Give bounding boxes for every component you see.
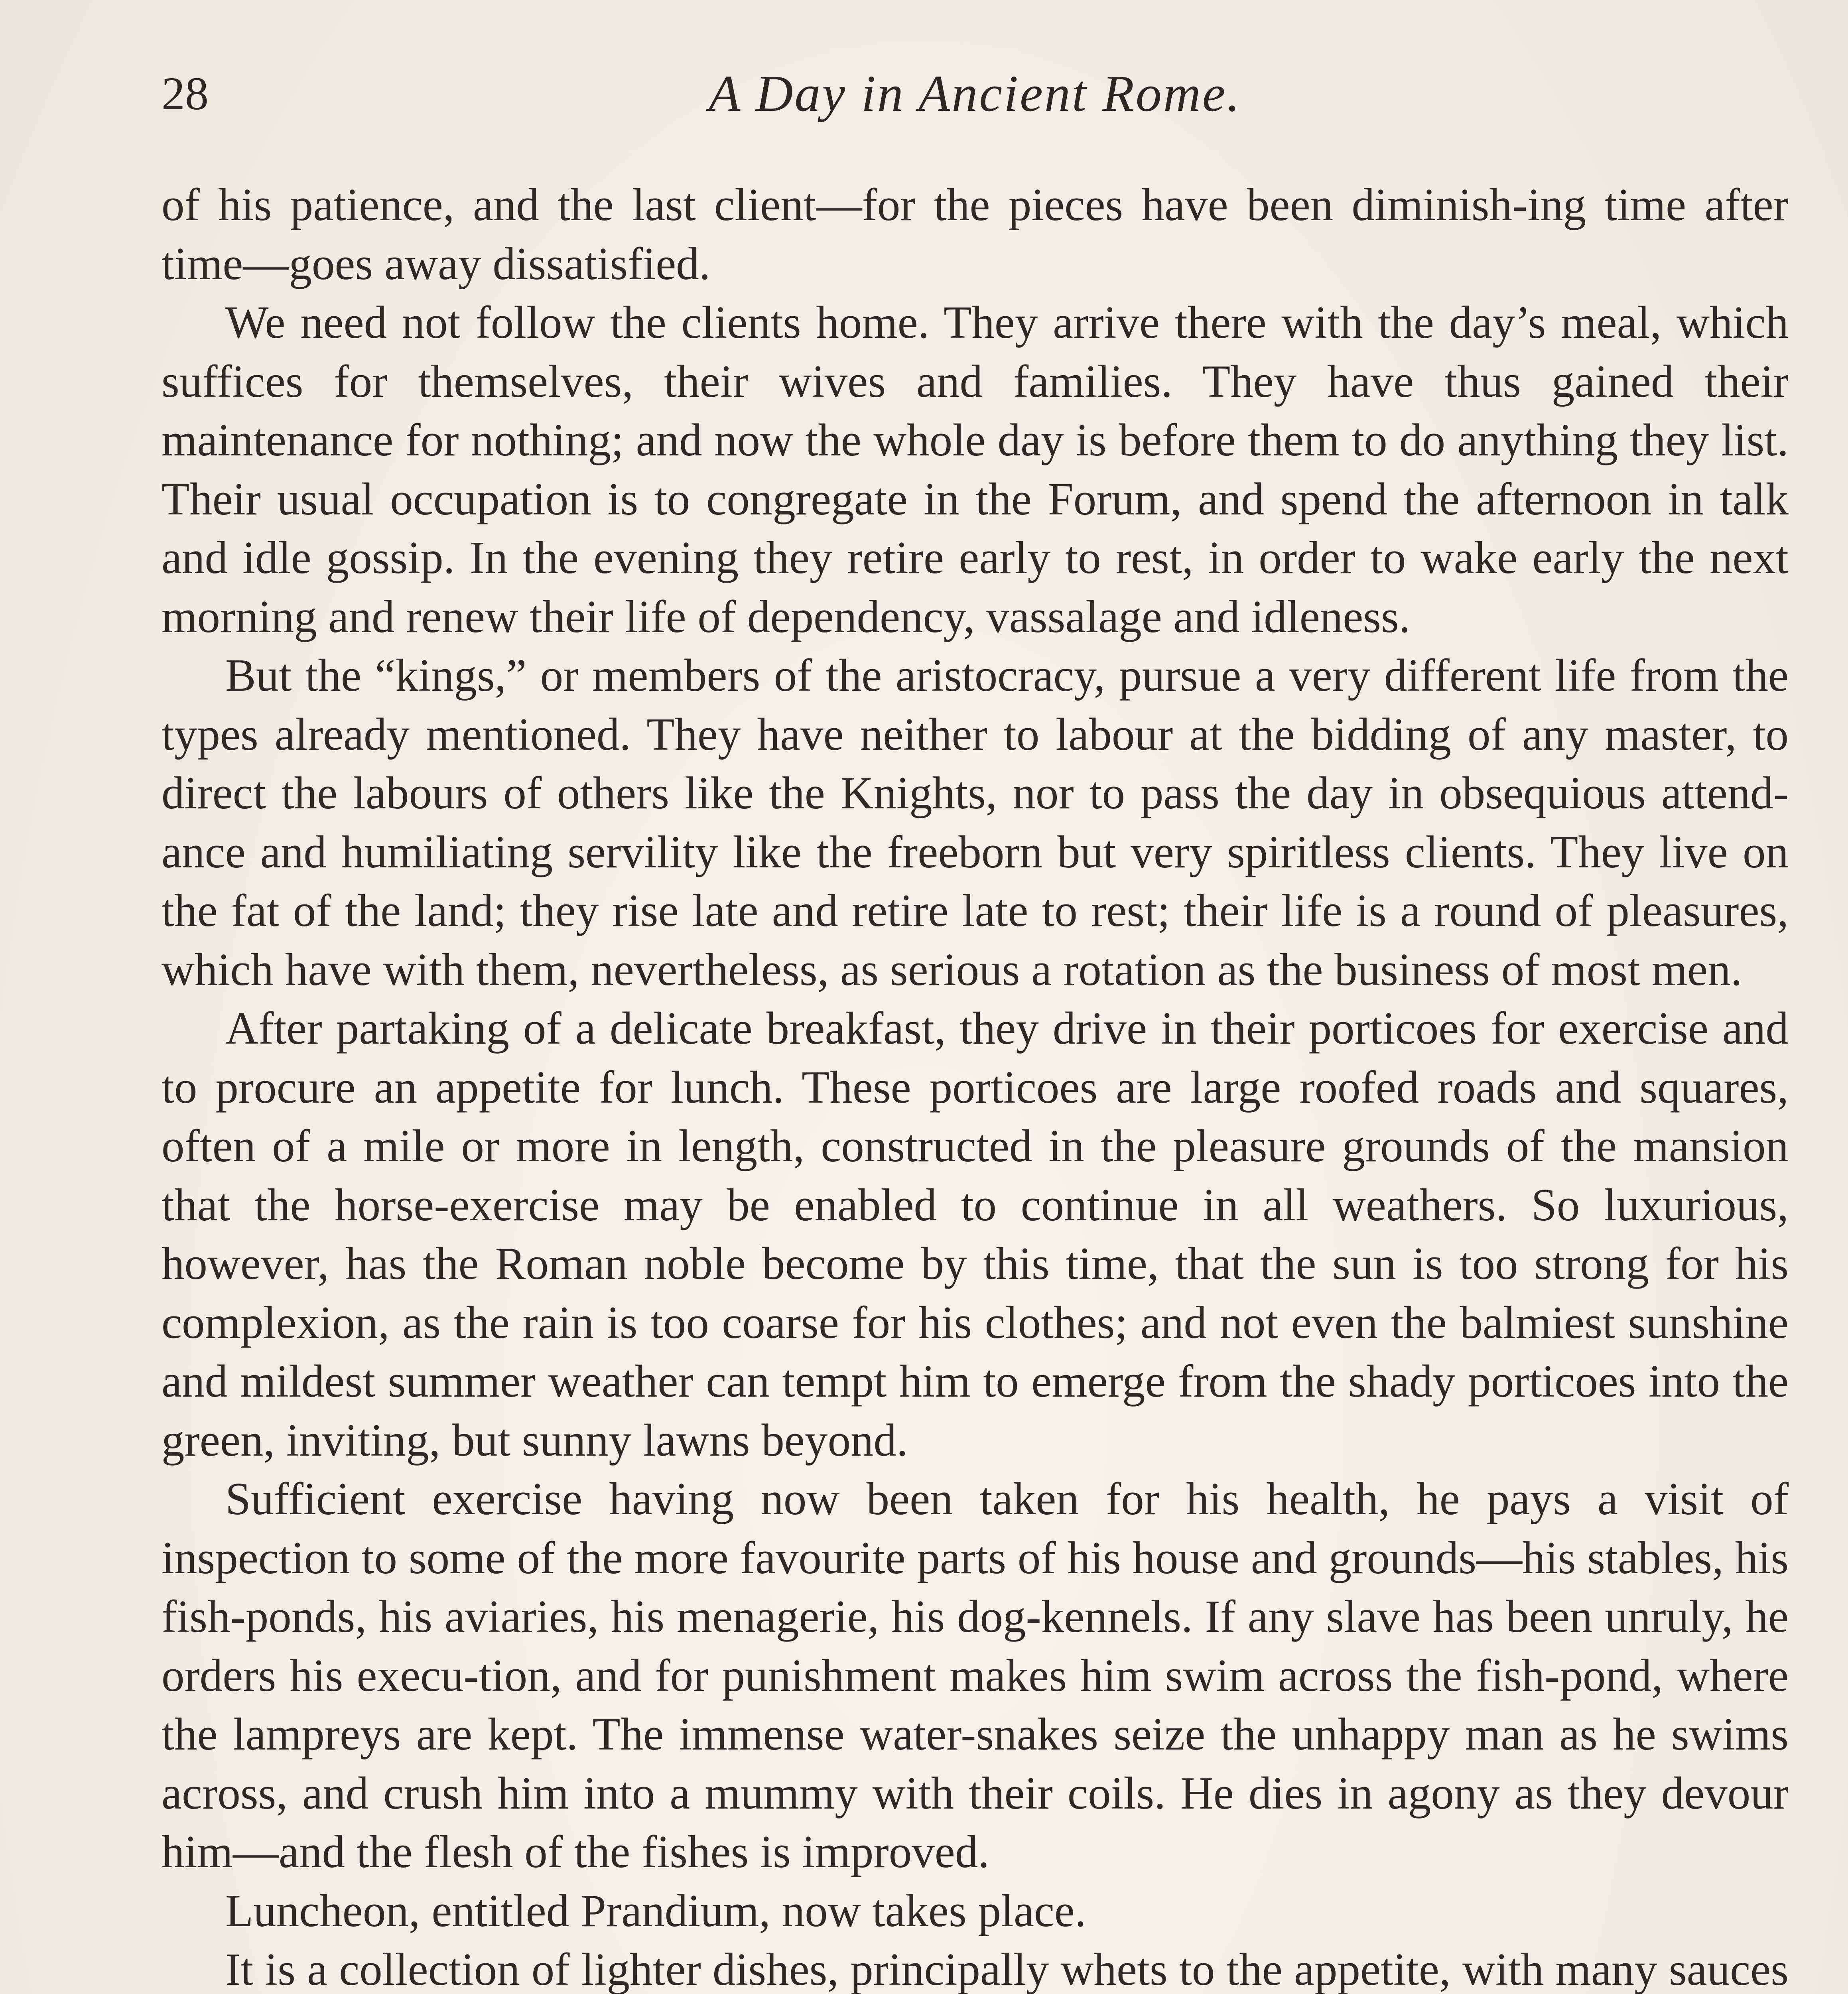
page-number: 28 (162, 67, 209, 120)
paragraph: Luncheon, entitled Prandium, now takes place. (225, 1885, 1086, 1936)
running-title: A Day in Ancient Rome. (709, 65, 1241, 122)
paragraph: We need not follow the clients home. They arrive there with the day’s meal, which suffices for themselves, their wives and families. They have thus gained their maintenance for nothing; and now the whole day is before them to do anything they list. Their usual occupation is to congregate in the Forum, and spend the afternoon in talk and idle gossip. In the evening they retire early to rest, in order to wake early the next morning and renew their life of dependency, vassalage and idleness. (162, 297, 1789, 642)
body-text (162, 175, 1789, 1994)
paragraph: It is a collection of lighter dishes, principally whets to the appetite, with many sauces (225, 1944, 1789, 1994)
paragraph: Sufficient exercise having now been taken for his health, he pays a visit of inspection to some of the more favourite parts of his house and grounds—his stables, his fish-ponds, his aviaries, his menagerie, his dog-kennels. If any slave has been unruly, he orders his execu-tion, and for punishment makes him swim across the fish-pond, where the lampreys are kept. The immense water-snakes seize the unhappy man as he swims across, and crush him into a mummy with their coils. He dies in agony as they devour him—and the flesh of the fishes is improved. (162, 1474, 1789, 1877)
running-header (162, 60, 1789, 128)
paragraph: But the “kings,” or members of the aristocracy, pursue a very different life from the types already mentioned. They have neither to labour at the bidding of any master, to direct the labours of others like the Knights, nor to pass the day in obsequious attend-ance and humiliating servility like the freeborn but very spiritless clients. They live on the fat of the land; they rise late and retire late to rest; their life is a round of pleasures, which have with them, nevertheless, as serious a rotation as the business of most men. (162, 650, 1789, 995)
paragraph: of his patience, and the last client—for the pieces have been diminish-ing time after time—goes away dissatisfied. (162, 179, 1789, 289)
paragraph: After partaking of a delicate breakfast, they drive in their porticoes for exercise and to procure an appetite for lunch. These porticoes are large roofed roads and squares, often of a mile or more in length, constructed in the pleasure grounds of the mansion that the horse-exercise may be enabled to continue in all weathers. So luxurious, however, has the Roman noble become by this time, that the sun is too strong for his complexion, as the rain is too coarse for his clothes; and not even the balmiest sunshine and mildest summer weather can tempt him to emerge from the shady porticoes into the green, inviting, but sunny lawns beyond. (162, 1003, 1789, 1466)
